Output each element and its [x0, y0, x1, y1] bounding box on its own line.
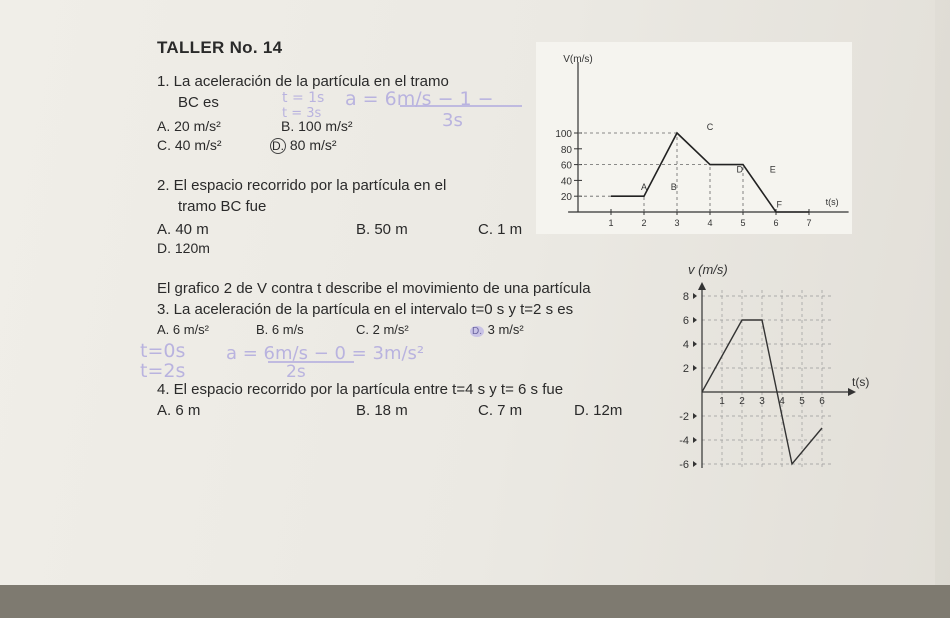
chart-2-y-tick-mark	[693, 365, 697, 371]
velocity-time-graph-2	[660, 258, 880, 468]
chart-2-x-arrow	[848, 388, 856, 396]
question-3-option-c: C. 2 m/s²	[356, 322, 409, 337]
chart-2-y-tick-label: 2	[682, 363, 689, 375]
chart-1-x-tick-label: 2	[641, 218, 647, 228]
question-4-text: 4. El espacio recorrido por la partícula entre t=4 s y t= 6 s fue	[157, 381, 564, 398]
chart-2-y-tick-mark	[693, 341, 697, 347]
handwritten-formula-q3: a = 6m/s − 0 = 3m/s²	[226, 343, 425, 364]
chart-2-y-tick-label: 8	[682, 291, 689, 303]
question-4-option-d: D. 12m	[574, 402, 623, 419]
selected-answer-circle: D.	[272, 139, 284, 153]
question-3-option-d	[470, 322, 524, 337]
chart-2-x-tick-label: 2	[739, 396, 745, 407]
chart-1-y-tick-label: 80	[560, 144, 572, 156]
chart-1-x-tick-label: 4	[707, 218, 713, 228]
chart-2-y-label: v (m/s)	[688, 262, 728, 277]
chart-2-y-tick-label: -2	[679, 411, 689, 423]
chart-1-x-tick-label: 7	[806, 218, 812, 228]
chart-1-background	[536, 42, 852, 234]
question-4-option-c: C. 7 m	[478, 402, 523, 419]
selected-answer-circle-q3: D.	[472, 326, 482, 337]
handwritten-t1: t = 1s	[282, 90, 325, 106]
handwritten-fraction-bar-q3	[268, 360, 358, 364]
question-1-line-1: 1. La aceleración de la partícula en el tramo	[157, 73, 449, 90]
chart-2-y-tick-mark	[693, 437, 697, 443]
chart-2-y-tick-label: 6	[682, 315, 689, 327]
chart-2-x-tick-label: 1	[719, 396, 725, 407]
question-2-option-b: B. 50 m	[356, 221, 408, 238]
chart-1-y-tick-label: 20	[560, 192, 572, 204]
chart-2-x-tick-label: 3	[759, 396, 765, 407]
question-3-option-a: A. 6 m/s²	[157, 322, 210, 337]
question-1-option-a: A. 20 m/s²	[157, 118, 221, 134]
chart-1-x-tick-label: 3	[674, 218, 680, 228]
question-4-option-a: A. 6 m	[157, 402, 201, 419]
question-2-option-c: C. 1 m	[478, 221, 523, 238]
handwritten-t2s: t=2s	[140, 360, 186, 382]
chart-2-y-tick-mark	[693, 293, 697, 299]
chart-2-y-tick-label: -4	[679, 435, 689, 447]
question-3-option-d-text: 3 m/s²	[487, 322, 524, 337]
question-1-option-d-text: 80 m/s²	[289, 137, 337, 153]
handwritten-fraction-bar	[400, 104, 525, 108]
question-1-line-2: BC es	[178, 94, 219, 111]
chart-1-point-label: B	[670, 181, 677, 192]
question-3-option-b: B. 6 m/s	[256, 322, 304, 337]
chart-1-x-tick-label: 1	[608, 218, 614, 228]
chart-2-y-tick-label: 4	[682, 339, 689, 351]
chart-2-y-tick-mark	[693, 461, 697, 467]
chart-2-y-tick-mark	[693, 413, 697, 419]
chart-2-y-tick-mark	[693, 317, 697, 323]
chart-2-x-label: t(s)	[852, 375, 870, 389]
chart-1-point-label: E	[769, 164, 776, 175]
chart-1-x-tick-label: 6	[773, 218, 779, 228]
worksheet-title: TALLER No. 14	[157, 38, 283, 57]
question-2-option-a: A. 40 m	[157, 221, 209, 238]
handwritten-t0: t=0s	[140, 340, 186, 362]
chart-2-y-arrow	[698, 282, 706, 290]
chart-1-point-label: D	[736, 164, 743, 175]
graph-2-intro: El grafico 2 de V contra t describe el movimiento de una partícula	[157, 280, 591, 297]
chart-1-point-label: C	[706, 121, 714, 132]
chart-1-point-label: F	[776, 199, 783, 210]
handwritten-denominator-q3: 2s	[286, 362, 306, 382]
velocity-time-graph-1	[536, 42, 852, 234]
chart-1-x-tick-label: 5	[740, 218, 746, 228]
chart-1-y-label: V(m/s)	[563, 54, 593, 65]
handwritten-t2: t = 3s	[282, 106, 322, 121]
question-1-option-c: C. 40 m/s²	[157, 137, 222, 153]
chart-1-y-tick-label: 100	[555, 129, 572, 140]
question-4-option-b: B. 18 m	[356, 402, 408, 419]
table-edge	[0, 585, 950, 618]
chart-1-y-tick-label: 40	[560, 176, 572, 188]
question-1-option-b: B. 100 m/s²	[281, 118, 353, 134]
handwritten-formula: a = 6m/s − 1 −	[345, 88, 494, 110]
question-2-line-2: tramo BC fue	[178, 198, 267, 215]
question-3-text: 3. La aceleración de la partícula en el intervalo t=0 s y t=2 s es	[157, 301, 574, 318]
question-1-option-d	[270, 137, 337, 153]
chart-1-x-label: t(s)	[825, 196, 839, 207]
question-2-option-d: D. 120m	[157, 240, 210, 256]
chart-1-point-label: A	[640, 181, 648, 192]
chart-2-x-tick-label: 6	[819, 396, 825, 407]
handwritten-denominator: 3s	[442, 110, 463, 131]
chart-2-y-tick-label: -6	[679, 459, 689, 468]
question-2-line-1: 2. El espacio recorrido por la partícula en el	[157, 177, 447, 194]
chart-2-x-tick-label: 4	[779, 396, 785, 407]
chart-1-y-tick-label: 60	[560, 160, 572, 172]
chart-2-x-tick-label: 5	[799, 396, 805, 407]
